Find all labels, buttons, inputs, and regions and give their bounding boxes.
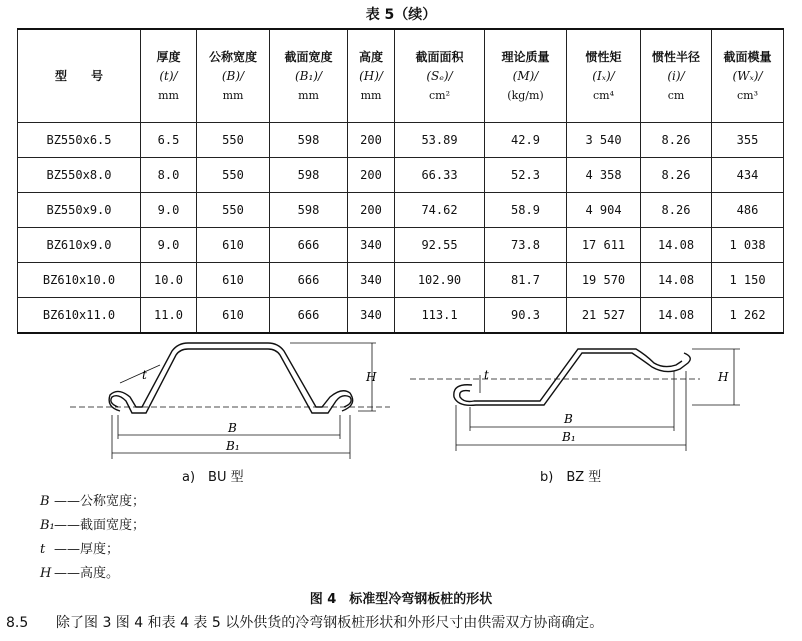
value-cell: 610 (197, 263, 270, 298)
value-cell: 81.7 (485, 263, 567, 298)
value-cell: 666 (270, 263, 348, 298)
value-cell: 4 358 (567, 158, 641, 193)
value-cell: 200 (348, 123, 395, 158)
table-body (18, 123, 784, 334)
value-cell: 486 (712, 193, 784, 228)
bu-label-b: B (228, 421, 237, 435)
header-symbol: (Wₓ)/ (732, 68, 763, 83)
bu-label-t: t (142, 368, 147, 382)
value-cell: 11.0 (141, 298, 197, 334)
header-symbol: (M)/ (512, 68, 539, 83)
value-cell: 58.9 (485, 193, 567, 228)
value-cell: 14.08 (641, 263, 712, 298)
value-cell: 52.3 (485, 158, 567, 193)
value-cell: 8.26 (641, 123, 712, 158)
value-cell: 666 (270, 298, 348, 334)
legend-dash: —— (54, 542, 80, 557)
bz-label-b1: B₁ (562, 430, 576, 444)
table-row (18, 193, 784, 228)
header-cell (712, 29, 784, 123)
header-cell (485, 29, 567, 123)
value-cell: 598 (270, 193, 348, 228)
value-cell: 8.0 (141, 158, 197, 193)
table-row (18, 228, 784, 263)
legend-text: 厚度； (80, 542, 120, 557)
caption-bu: a) BU 型 (182, 470, 244, 485)
header-label: 截面面积 (415, 49, 464, 64)
header-cell (641, 29, 712, 123)
header-row (18, 29, 784, 123)
header-cell (141, 29, 197, 123)
value-cell: 9.0 (141, 228, 197, 263)
value-cell: 73.8 (485, 228, 567, 263)
value-cell: 17 611 (567, 228, 641, 263)
table-row (18, 158, 784, 193)
legend-item (40, 514, 145, 533)
header-symbol: (B)/ (221, 68, 245, 83)
header-symbol: (Sₑ)/ (426, 68, 453, 83)
clause-number: 8.5 (6, 615, 29, 631)
table-row (18, 263, 784, 298)
model-cell: BZ550x8.0 (18, 158, 141, 193)
legend-item (40, 538, 119, 557)
bu-label-h: H (366, 370, 377, 384)
header-unit: cm⁴ (592, 88, 614, 102)
value-cell: 200 (348, 158, 395, 193)
value-cell: 1 262 (712, 298, 784, 334)
table-title: 表 5（续） (365, 7, 437, 23)
header-symbol: (i)/ (667, 68, 685, 83)
value-cell: 340 (348, 263, 395, 298)
legend-dash: —— (54, 518, 80, 533)
value-cell: 19 570 (567, 263, 641, 298)
model-cell: BZ550x6.5 (18, 123, 141, 158)
figure-title: 图 4 标准型冷弯钢板桩的形状 (309, 592, 493, 607)
header-unit: mm (360, 88, 382, 102)
value-cell: 550 (197, 158, 270, 193)
header-label: 厚度 (156, 49, 181, 64)
header-label: 理论质量 (501, 49, 550, 64)
value-cell: 102.90 (395, 263, 485, 298)
bz-label-b: B (564, 412, 573, 426)
value-cell: 4 904 (567, 193, 641, 228)
value-cell: 92.55 (395, 228, 485, 263)
header-label: 截面宽度 (284, 49, 333, 64)
value-cell: 8.26 (641, 158, 712, 193)
value-cell: 14.08 (641, 298, 712, 334)
legend-key: t (40, 542, 46, 557)
model-cell: BZ610x9.0 (18, 228, 141, 263)
legend-key: B₁ (40, 518, 55, 533)
model-cell: BZ550x9.0 (18, 193, 141, 228)
header-cell (18, 29, 141, 123)
header-unit: mm (158, 88, 179, 102)
header-unit: (kg/m) (507, 88, 544, 102)
header-unit: mm (222, 88, 244, 102)
bz-label-h: H (718, 370, 729, 384)
header-symbol: (Iₓ)/ (592, 68, 615, 83)
value-cell: 355 (712, 123, 784, 158)
header-symbol: (t)/ (159, 68, 178, 83)
header-label: 公称宽度 (208, 49, 257, 64)
value-cell: 21 527 (567, 298, 641, 334)
legend-dash: —— (54, 566, 80, 581)
header-label: 高度 (358, 49, 383, 64)
value-cell: 9.0 (141, 193, 197, 228)
value-cell: 10.0 (141, 263, 197, 298)
value-cell: 666 (270, 228, 348, 263)
value-cell: 550 (197, 193, 270, 228)
value-cell: 610 (197, 298, 270, 334)
header-unit: cm² (428, 88, 450, 102)
value-cell: 598 (270, 158, 348, 193)
caption-bz: b) BZ 型 (540, 470, 602, 485)
value-cell: 610 (197, 228, 270, 263)
header-symbol: (B₁)/ (294, 68, 323, 83)
value-cell: 340 (348, 298, 395, 334)
header-cell (567, 29, 641, 123)
value-cell: 6.5 (141, 123, 197, 158)
legend-text: 公称宽度； (80, 494, 146, 509)
legend-item (40, 562, 119, 581)
value-cell: 550 (197, 123, 270, 158)
header-label: 惯性半径 (651, 49, 700, 64)
legend-key: B (40, 494, 50, 509)
clause-text: 除了图 3 图 4 和表 4 表 5 以外供货的冷弯钢板桩形状和外形尺寸由供需双方协商确定。 (56, 615, 604, 631)
header-label: 截面模量 (723, 49, 772, 64)
bz-label-t: t (484, 368, 489, 382)
header-symbol: (H)/ (359, 68, 383, 83)
value-cell: 66.33 (395, 158, 485, 193)
value-cell: 14.08 (641, 228, 712, 263)
header-unit: cm (667, 88, 685, 102)
model-cell: BZ610x10.0 (18, 263, 141, 298)
legend-text: 截面宽度； (80, 518, 146, 533)
value-cell: 1 038 (712, 228, 784, 263)
value-cell: 113.1 (395, 298, 485, 334)
header-label: 惯性矩 (585, 49, 622, 64)
header-cell (348, 29, 395, 123)
header-cell (197, 29, 270, 123)
bu-profile-outer (111, 349, 351, 413)
value-cell: 3 540 (567, 123, 641, 158)
clause-8-5 (6, 612, 603, 632)
spec-table (17, 28, 784, 334)
table-row (18, 298, 784, 334)
bz-profile-outer (460, 349, 682, 402)
value-cell: 598 (270, 123, 348, 158)
value-cell: 53.89 (395, 123, 485, 158)
value-cell: 434 (712, 158, 784, 193)
value-cell: 90.3 (485, 298, 567, 334)
value-cell: 42.9 (485, 123, 567, 158)
header-unit: cm³ (736, 88, 758, 102)
header-cell (395, 29, 485, 123)
table-row (18, 123, 784, 158)
legend-key: H (40, 566, 52, 581)
header-unit: mm (298, 88, 319, 102)
value-cell: 74.62 (395, 193, 485, 228)
value-cell: 200 (348, 193, 395, 228)
header-label: 型 号 (54, 68, 103, 83)
bu-label-b1: B₁ (226, 439, 240, 453)
value-cell: 340 (348, 228, 395, 263)
model-cell: BZ610x11.0 (18, 298, 141, 334)
value-cell: 1 150 (712, 263, 784, 298)
legend-text: 高度。 (80, 566, 120, 581)
profile-figure (0, 335, 802, 485)
legend-dash: —— (54, 494, 80, 509)
legend-item (40, 490, 145, 509)
header-cell (270, 29, 348, 123)
value-cell: 8.26 (641, 193, 712, 228)
